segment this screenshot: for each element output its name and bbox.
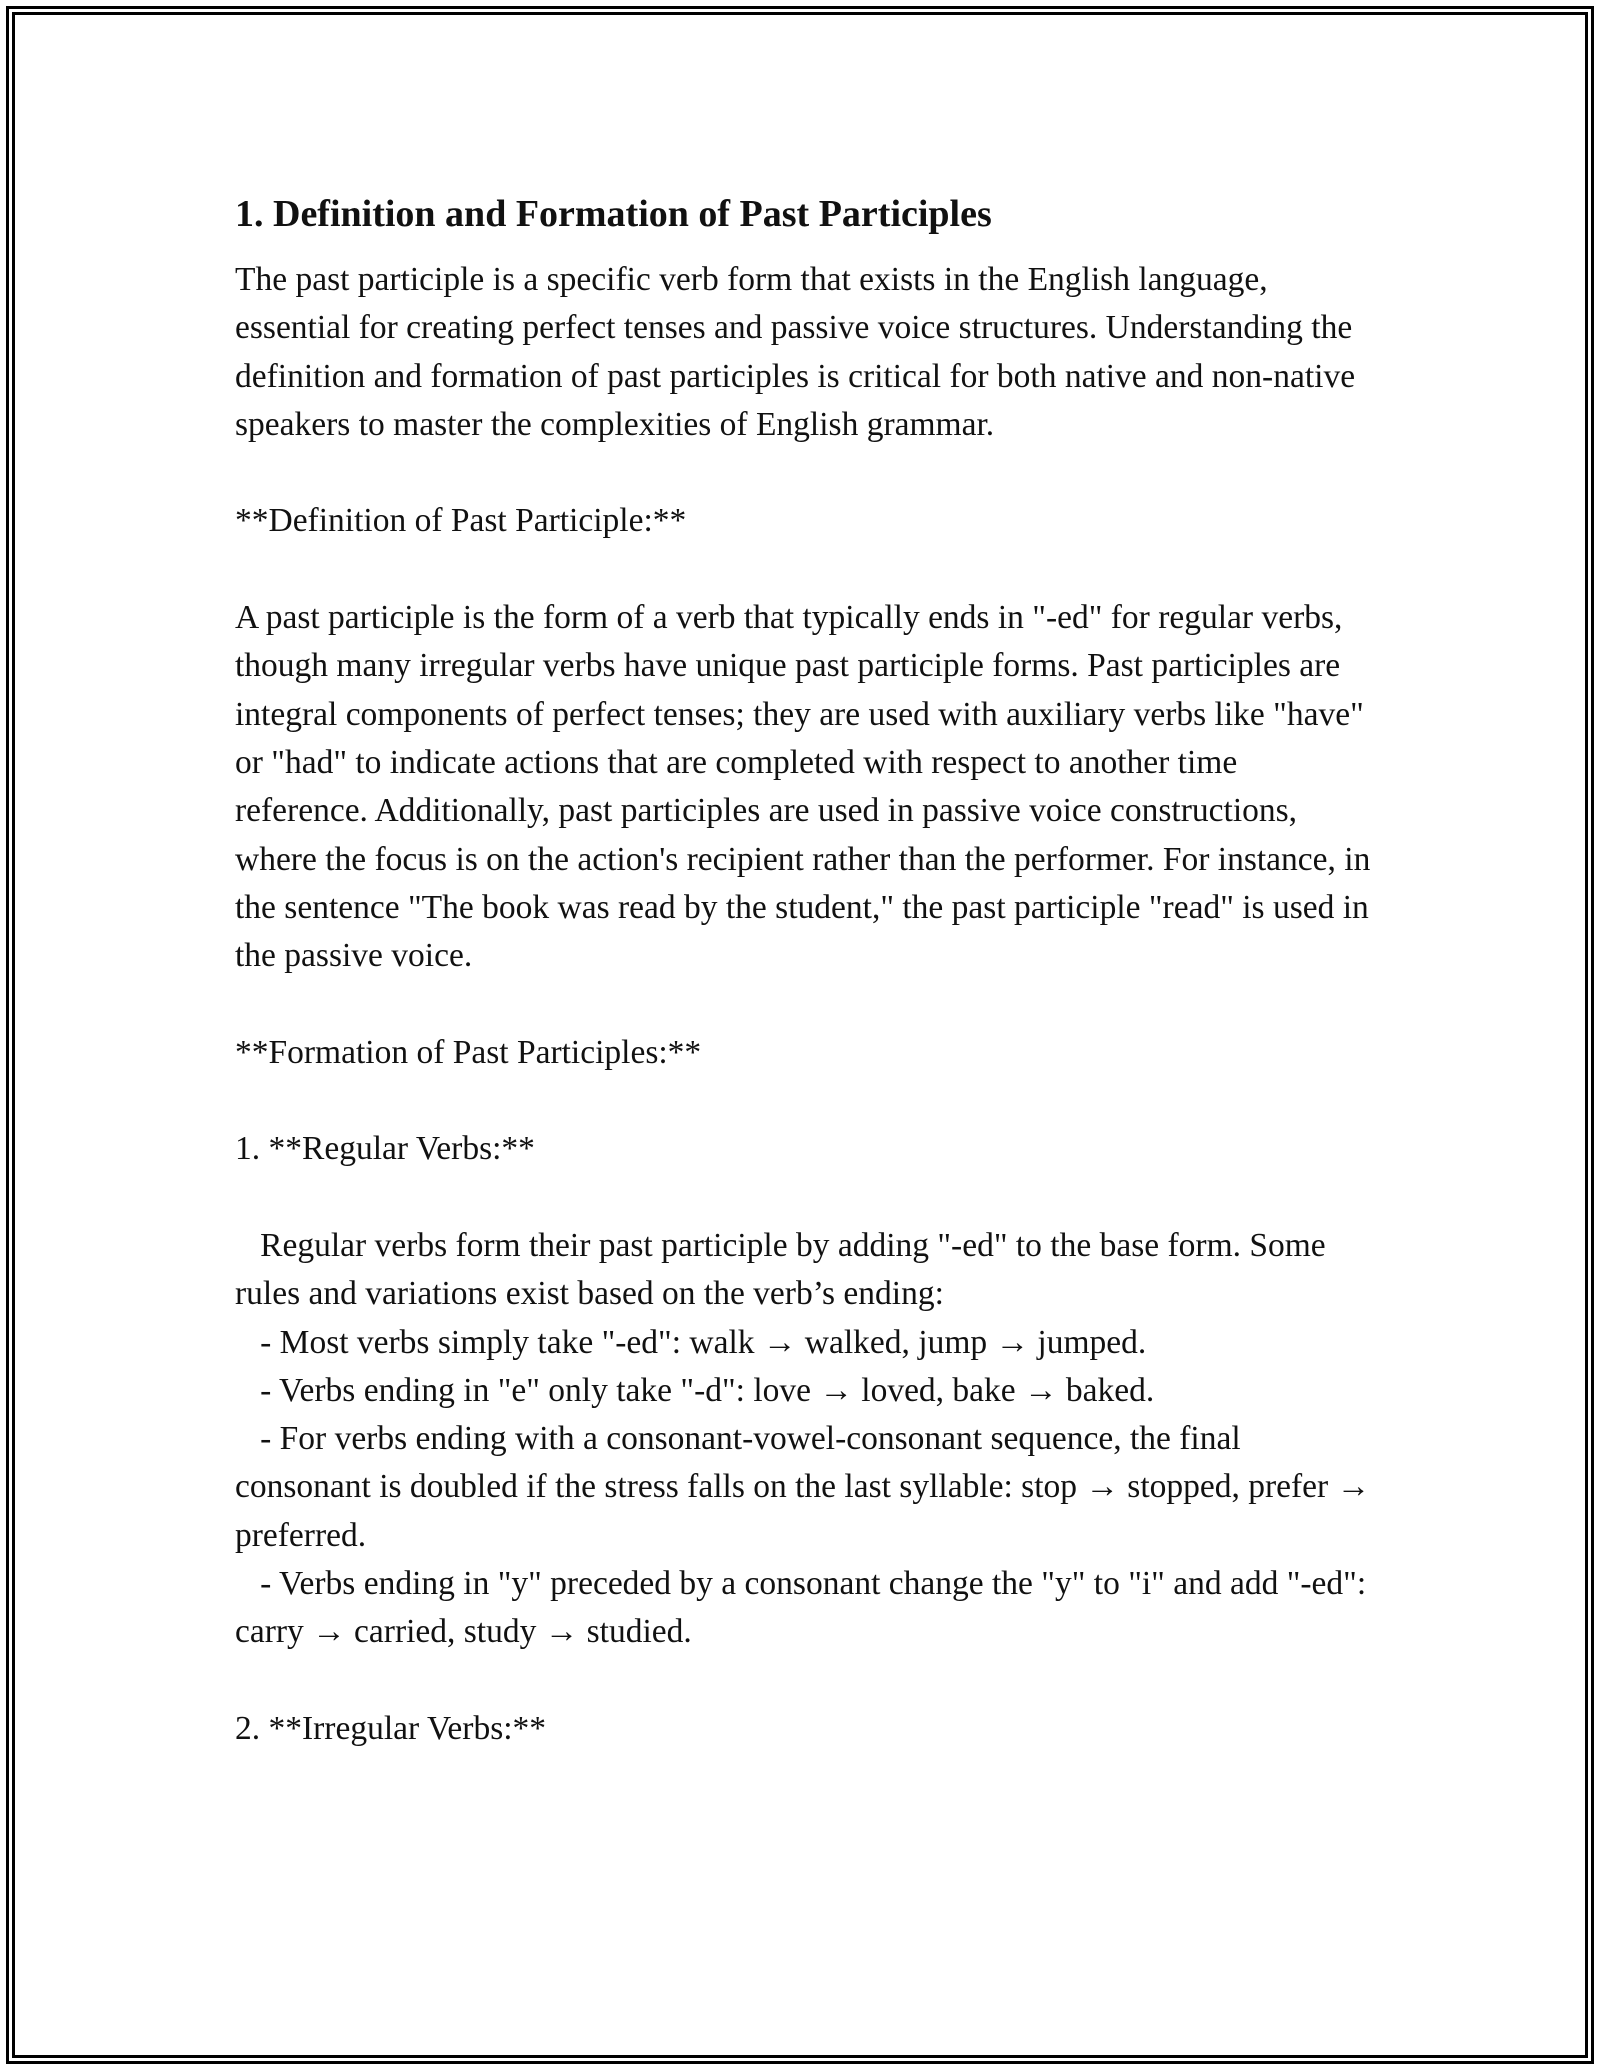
regular-verbs-intro-indent: [235, 1227, 260, 1264]
regular-rule-item: [235, 1415, 1379, 1560]
regular-rule-item: [235, 1319, 1375, 1367]
regular-verbs-intro: [235, 1222, 1375, 1319]
rule-indent: [235, 1420, 260, 1457]
regular-rule-text: - Verbs ending in "y" preceded by a consonant change the "y" to "i" and add "-ed": carry → carried, study → studied.: [235, 1565, 1375, 1651]
document-page: [235, 186, 1379, 1753]
regular-verbs-block: [235, 1222, 1379, 1657]
regular-verbs-heading: 1. **Regular Verbs:**: [235, 1130, 535, 1168]
definition-paragraph: A past participle is the form of a verb that typically ends in "-ed" for regular verbs, though many irregular verbs have unique past participle forms. Past participles are integral components of perfect tenses; they are used with auxiliary verbs like "have" or "had" to indicate actions that are completed with respect to another time reference. Additionally, past participles are used in passive voice constructions, where the focus is on the action's recipient rather than the performer. For instance, in the sentence "The book was read by the student," the past participle "read" is used in the passive voice.: [235, 599, 1379, 975]
rule-indent: [235, 1324, 260, 1361]
section-heading: 1. Definition and Formation of Past Participles: [235, 193, 992, 235]
regular-verbs-intro-text: Regular verbs form their past participle by adding "-ed" to the base form. Some rules and variations exist based on the verb’s ending:: [235, 1226, 1335, 1313]
rule-indent: [235, 1565, 260, 1602]
formation-heading: **Formation of Past Participles:**: [235, 1033, 702, 1071]
regular-rule-item: [235, 1367, 1375, 1415]
rule-indent: [235, 1372, 260, 1409]
definition-heading: **Definition of Past Participle:**: [235, 502, 687, 540]
regular-rule-text: - Verbs ending in "e" only take "-d": love → loved, bake → baked.: [260, 1371, 1155, 1409]
regular-rule-item: [235, 1560, 1375, 1657]
regular-rule-text: - Most verbs simply take "-ed": walk → walked, jump → jumped.: [260, 1323, 1147, 1361]
regular-rule-text: - For verbs ending with a consonant-vowel-consonant sequence, the final consonant is doubled if the stress falls on the last syllable: stop → stopped, prefer → preferred.: [235, 1420, 1379, 1554]
irregular-verbs-heading: 2. **Irregular Verbs:**: [235, 1709, 547, 1747]
intro-paragraph: The past participle is a specific verb form that exists in the English language, essential for creating perfect tenses and passive voice structures. Understanding the definition and formation of past participles is critical for both native and non-native speakers to master the complexities of English grammar.: [235, 261, 1364, 443]
